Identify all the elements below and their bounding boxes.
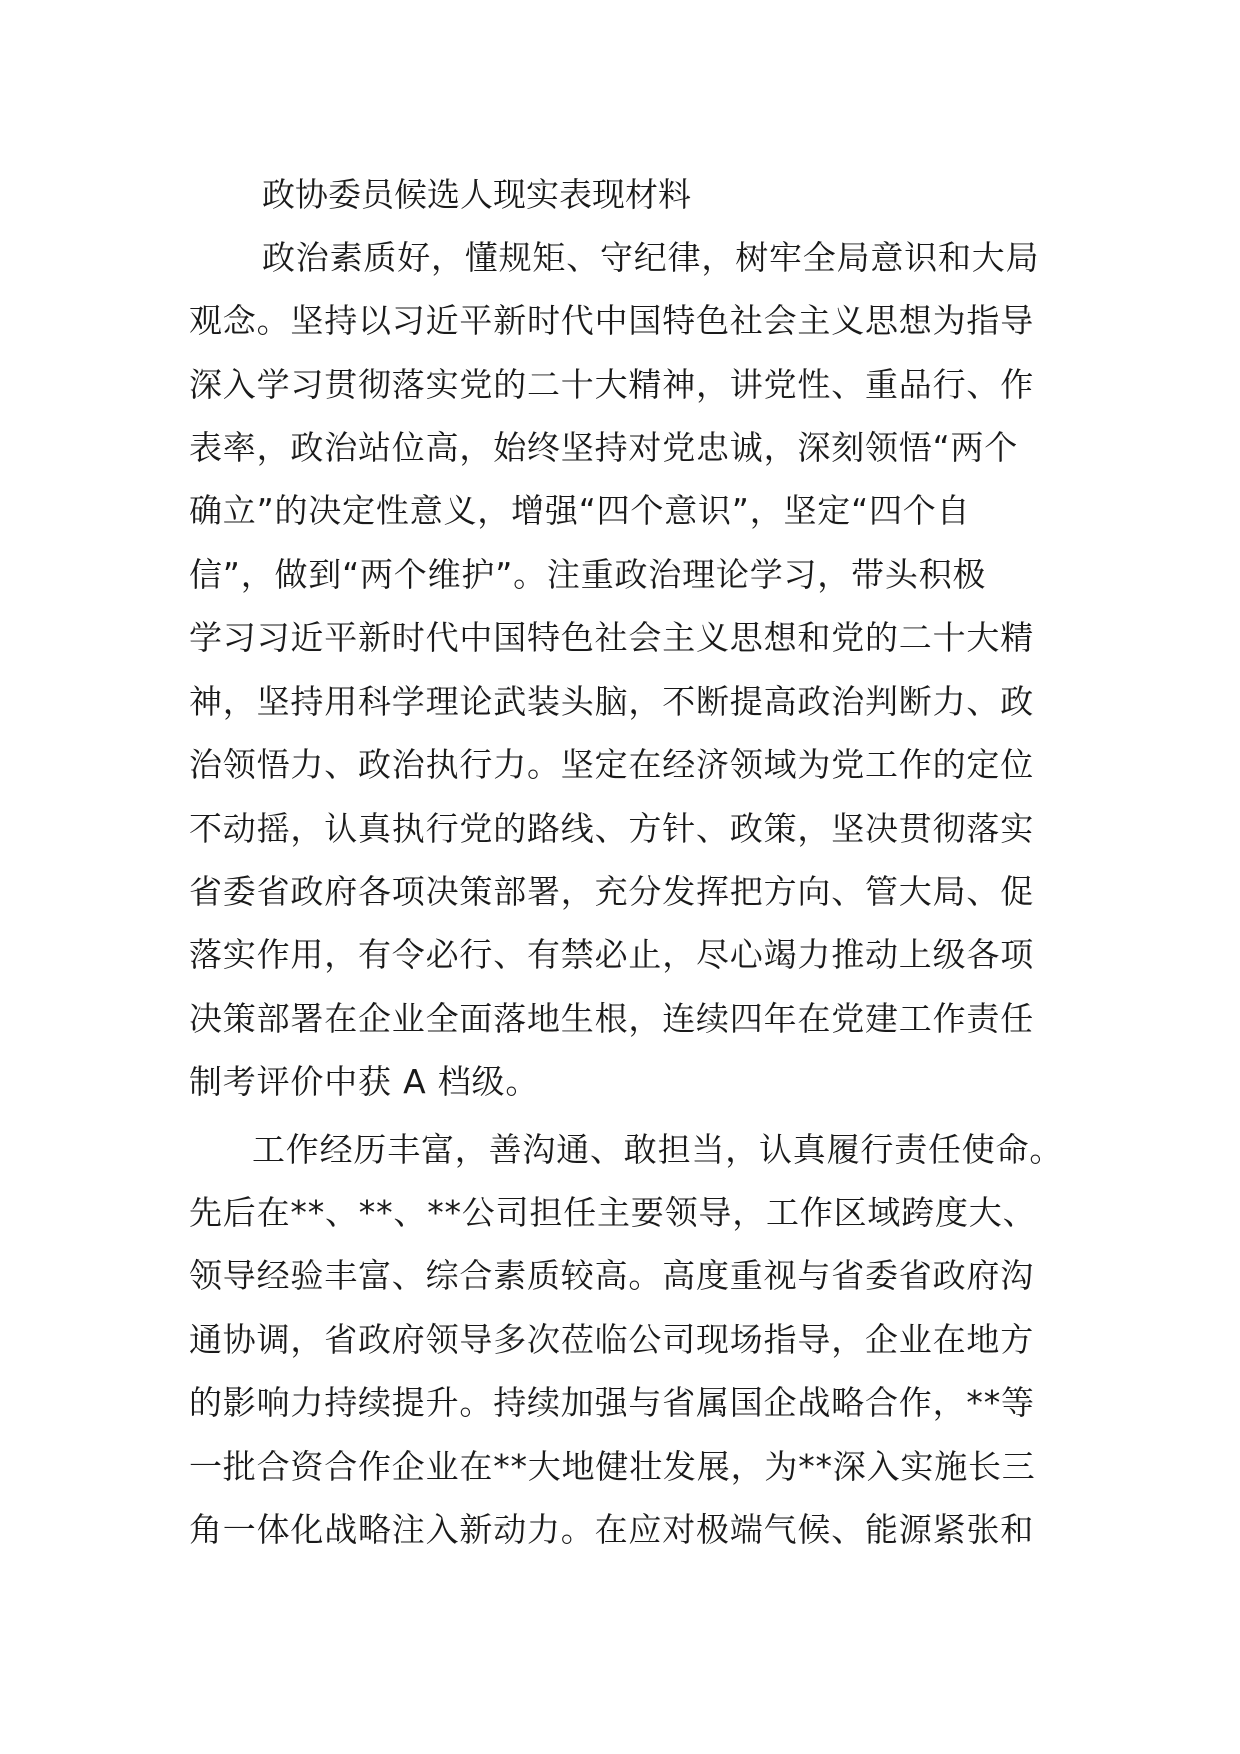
paragraph-2-line-1: 工作经历丰富，善沟通、敢担当，认真履行责任使命。 xyxy=(252,1130,1064,1169)
paragraph-2-line-5: 的影响力持续提升。持续加强与省属国企战略合作，**等 xyxy=(189,1383,1035,1422)
paragraph-1-line-9: 治领悟力、政治执行力。坚定在经济领域为党工作的定位 xyxy=(189,745,1034,784)
paragraph-2-line-2: 先后在**、**、**公司担任主要领导，工作区域跨度大、 xyxy=(189,1193,1037,1232)
paragraph-2-line-6: 一批合资合作企业在**大地健壮发展，为**深入实施长三 xyxy=(189,1447,1036,1486)
paragraph-1-line-7: 学习习近平新时代中国特色社会主义思想和党的二十大精 xyxy=(189,618,1034,657)
paragraph-1-line-11: 省委省政府各项决策部署，充分发挥把方向、管大局、促 xyxy=(189,872,1034,911)
paragraph-1-line-10: 不动摇，认真执行党的路线、方针、政策，坚决贯彻落实 xyxy=(189,809,1034,848)
paragraph-1-line-3: 深入学习贯彻落实党的二十大精神，讲党性、重品行、作 xyxy=(189,365,1034,404)
paragraph-1-line-5: 确立”的决定性意义，增强“四个意识”，坚定“四个自 xyxy=(189,491,971,530)
paragraph-1-line-1: 政治素质好，懂规矩、守纪律，树牢全局意识和大局 xyxy=(262,238,1040,277)
document-title: 政协委员候选人现实表现材料 xyxy=(262,175,691,214)
paragraph-1-line-13: 决策部署在企业全面落地生根，连续四年在党建工作责任 xyxy=(189,999,1034,1038)
paragraph-1-line-2: 观念。坚持以习近平新时代中国特色社会主义思想为指导 xyxy=(189,301,1034,340)
paragraph-2-line-3: 领导经验丰富、综合素质较高。高度重视与省委省政府沟 xyxy=(189,1256,1034,1295)
paragraph-1-line-8: 神，坚持用科学理论武装头脑，不断提高政治判断力、政 xyxy=(189,682,1034,721)
paragraph-1-line-14: 制考评价中获 A 档级。 xyxy=(189,1062,540,1101)
paragraph-1-line-6: 信”，做到“两个维护”。注重政治理论学习，带头积极 xyxy=(189,555,987,594)
paragraph-1-line-4: 表率，政治站位高，始终坚持对党忠诚，深刻领悟“两个 xyxy=(189,428,1019,467)
paragraph-1-line-12: 落实作用，有令必行、有禁必止，尽心竭力推动上级各项 xyxy=(189,935,1034,974)
paragraph-2-line-7: 角一体化战略注入新动力。在应对极端气候、能源紧张和 xyxy=(189,1510,1034,1549)
paragraph-2-line-4: 通协调，省政府领导多次莅临公司现场指导，企业在地方 xyxy=(189,1320,1034,1359)
